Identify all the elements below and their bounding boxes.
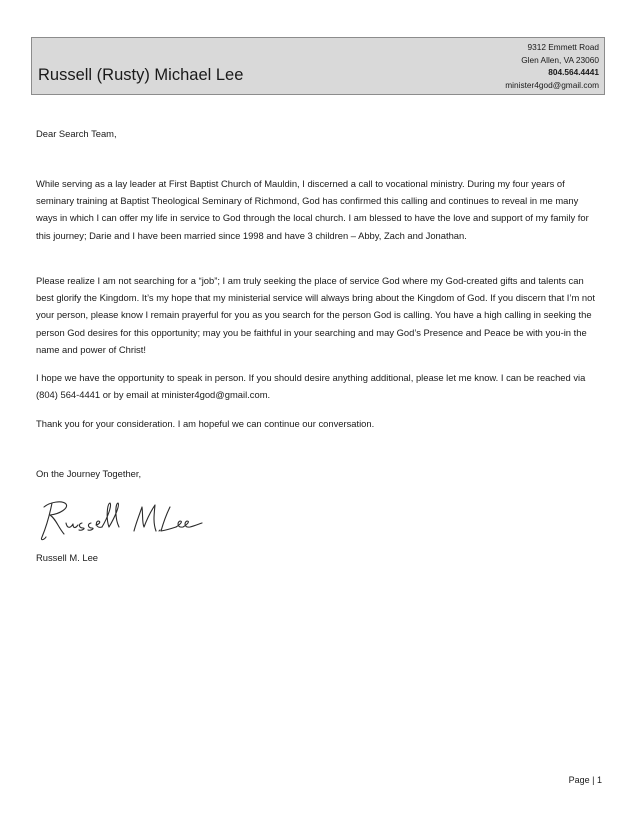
paragraph-3-text: I hope we have the opportunity to speak in person. If you should desire anything additional, please let me know. I can be reached via (804) 564-4441 or by email at minister4god@gmail.com. bbox=[36, 372, 586, 401]
address-line-2: Glen Allen, VA 23060 bbox=[521, 54, 599, 65]
handwritten-signature bbox=[36, 493, 206, 547]
letterhead bbox=[31, 37, 605, 95]
address-line-1: 9312 Emmett Road bbox=[527, 42, 599, 52]
paragraph-1 bbox=[36, 175, 601, 244]
paragraph-1-text: While serving as a lay leader at First Baptist Church of Mauldin, I discerned a call to vocational ministry. During my four years of seminary training at Baptist Theological Seminary of Richmond, God has confirmed this calling and continues to reveal in me many ways in which I can offer my life in service to God through the local church. I am blessed to have the love and support of my family for this journey; Darie and I have been married since 1998 and have 3 children – Abby, Zach and Jonathan. bbox=[36, 178, 589, 241]
salutation-text: Dear Search Team, bbox=[36, 128, 117, 139]
paragraph-4-text: Thank you for your consideration. I am hopeful we can continue our conversation. bbox=[36, 418, 375, 429]
paragraph-2 bbox=[36, 272, 601, 358]
closing-text: On the Journey Together, bbox=[36, 468, 142, 479]
paragraph-3 bbox=[36, 369, 601, 403]
email-address: minister4god@gmail.com bbox=[505, 79, 599, 90]
author-name: Russell (Rusty) Michael Lee bbox=[38, 66, 244, 84]
closing bbox=[36, 465, 601, 482]
contact-block bbox=[505, 41, 599, 91]
salutation bbox=[36, 125, 601, 142]
signed-name-text: Russell M. Lee bbox=[36, 552, 99, 563]
page-number: Page | 1 bbox=[568, 775, 602, 785]
paragraph-2-text: Please realize I am not searching for a “job”; I am truly seeking the place of service God where my God-created gifts and talents can best glorify the Kingdom. It’s my hope that my ministerial service will always bring about the Kingdom of God. If you discern that I’m not your person, please know I remain prayerful for you as you search for the person God is calling. You have a high calling in seeking the person God desires for this opportunity; may you be faithful in your searching and may God’s Presence and Peace be with you-in the name and power of Christ! bbox=[36, 275, 595, 355]
phone-number: 804.564.4441 bbox=[548, 67, 599, 77]
paragraph-4 bbox=[36, 415, 601, 432]
signed-name bbox=[36, 549, 601, 566]
